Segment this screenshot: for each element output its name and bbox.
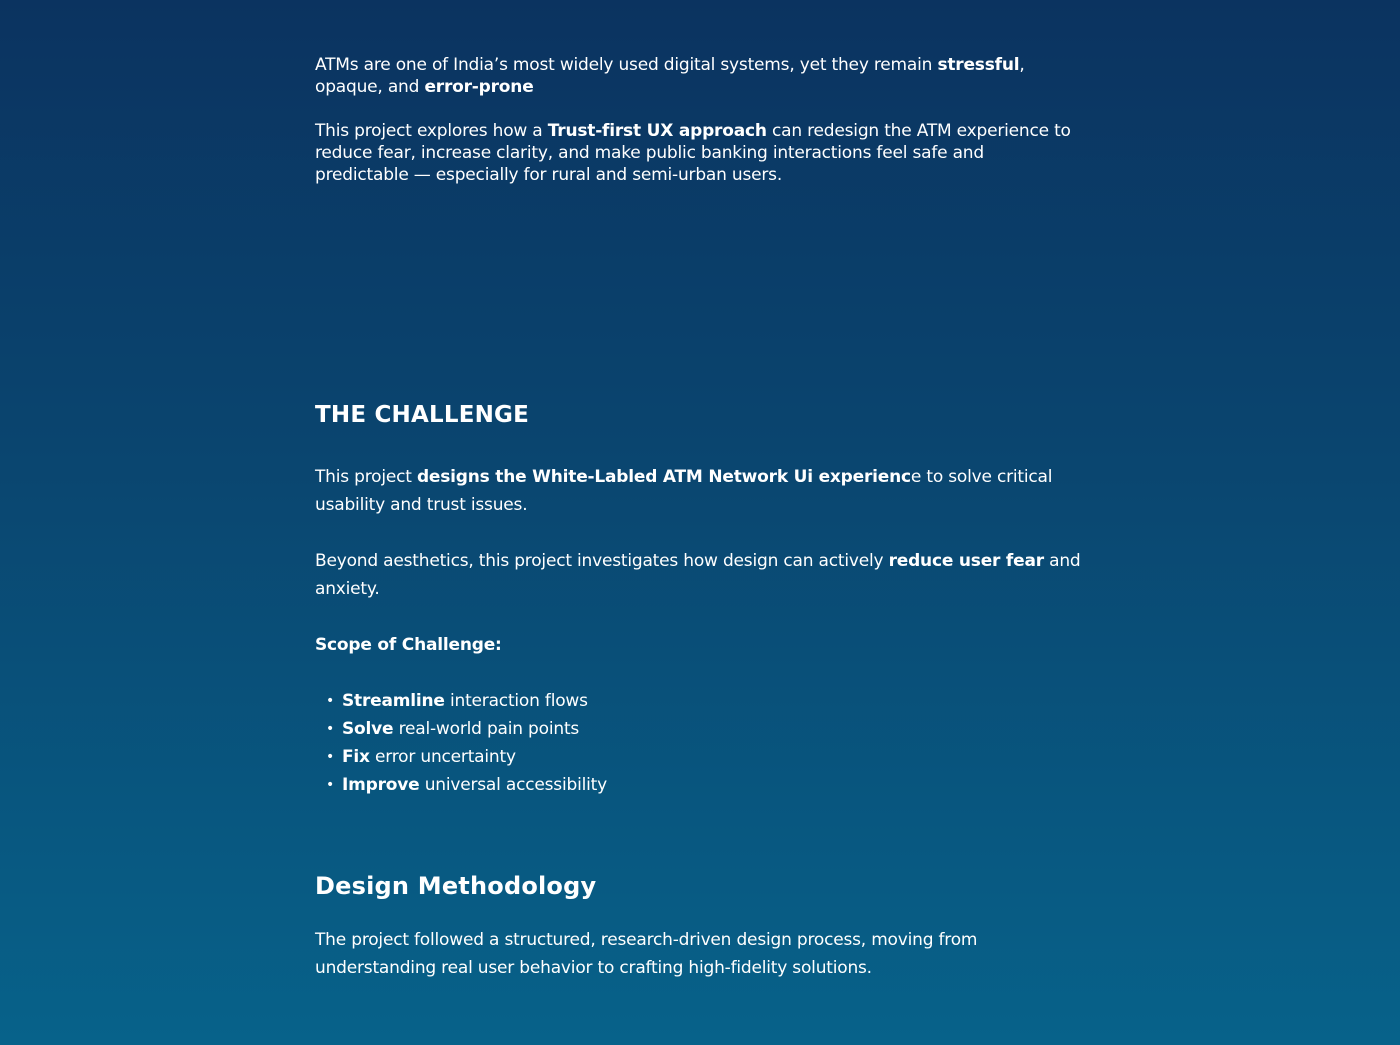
- methodology-heading: Design Methodology: [315, 872, 597, 900]
- scope-item-text: error uncertainty: [369, 747, 516, 767]
- bullet-icon: •: [326, 693, 335, 709]
- intro-1-text-b: , opaque, and: [315, 55, 1025, 97]
- scope-label: Scope of Challenge:: [315, 635, 502, 655]
- list-item: [326, 743, 607, 771]
- methodology-paragraph: The project followed a structured, research-driven design process, moving from understanding real user behavior to crafting high-fidelity solutions.: [315, 930, 978, 978]
- scope-item-bold: Improve: [342, 775, 420, 795]
- challenge-2-text-a: Beyond aesthetics, this project investigates how design can actively: [315, 551, 889, 571]
- challenge-1-bold: designs the White-Labled ATM Network Ui experienc: [416, 467, 911, 487]
- scope-item-bold: Solve: [342, 719, 394, 739]
- intro-2-bold-trust-first: Trust-first UX approach: [547, 121, 767, 141]
- intro-1-bold-error-prone: error-prone: [424, 77, 534, 97]
- scope-item-text: universal accessibility: [419, 775, 607, 795]
- scope-item-text: real-world pain points: [393, 719, 580, 739]
- challenge-1-text-b: e to solve critical usability and trust issues.: [315, 467, 1053, 515]
- challenge-2-bold: reduce user fear: [888, 551, 1044, 571]
- list-item: [326, 771, 607, 799]
- list-item: [326, 715, 607, 743]
- intro-2-text-a: This project explores how a: [315, 121, 548, 141]
- challenge-paragraph-2: [315, 547, 1085, 603]
- scope-item-bold: Streamline: [342, 691, 445, 711]
- challenge-1-text-a: This project: [315, 467, 417, 487]
- list-item: [326, 687, 607, 715]
- scope-item-bold: Fix: [342, 747, 370, 767]
- bullet-icon: •: [326, 777, 335, 793]
- bullet-icon: •: [326, 749, 335, 765]
- intro-1-text-a: ATMs are one of India’s most widely used digital systems, yet they remain: [315, 55, 938, 75]
- challenge-heading: THE CHALLENGE: [315, 402, 530, 428]
- scope-item-text: interaction flows: [444, 691, 588, 711]
- intro-paragraph-2: [315, 120, 1075, 186]
- intro-1-bold-stressful: stressful: [937, 55, 1020, 75]
- intro-paragraph-1: [315, 54, 1085, 98]
- bullet-icon: •: [326, 721, 335, 737]
- challenge-paragraph-1: [315, 463, 1085, 519]
- scope-list: [315, 687, 607, 799]
- intro-2-text-b: can redesign the ATM experience to reduce fear, increase clarity, and make public banking interactions feel safe and predictable — especially for rural and semi-urban users.: [315, 121, 1071, 185]
- challenge-2-text-b: and anxiety.: [315, 551, 1081, 599]
